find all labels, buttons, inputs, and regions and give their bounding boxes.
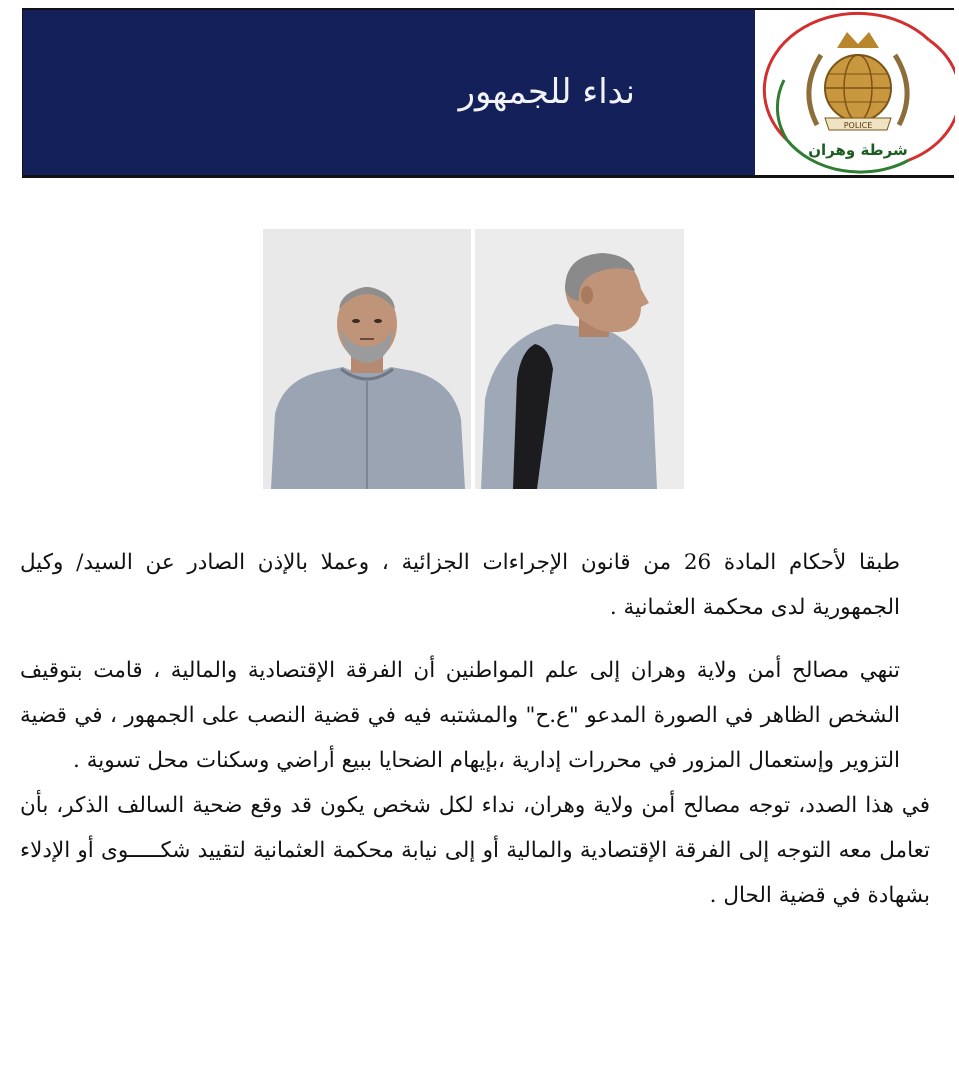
paragraph-legal-basis: طبقا لأحكام المادة 26 من قانون الإجراءات الجزائية ، وعملا بالإذن الصادر عن السيد/ وكيل الجمهورية لدى محكمة العثمانية .: [20, 550, 900, 620]
title-banner: [23, 10, 755, 175]
suspect-front-photo: [263, 229, 471, 489]
paragraph-arrest-notice: تنهي مصالح أمن ولاية وهران إلى علم المواطنين أن الفرقة الإقتصادية والمالية ، قامت بتوقيف الشخص الظاهر في الصورة المدعو "ع.ح" والمشتبه فيه في قضية النصب على الجمهور ، في قضية التزوير وإستعمال المزور في محررات إدارية ،بإيهام الضحايا ببيع أراضي وسكنات محل تسوية .: [20, 658, 900, 773]
suspect-profile-photo: [475, 229, 684, 489]
header: [22, 8, 954, 178]
announcement-body: [20, 540, 930, 918]
suspect-photos: [263, 229, 684, 489]
police-logo: [759, 10, 955, 175]
logo-caption: شرطة وهران: [808, 141, 908, 159]
logo-badge-text: POLICE: [843, 121, 873, 130]
page-title: نداء للجمهور: [458, 72, 635, 112]
paragraph-public-appeal: في هذا الصدد، توجه مصالح أمن ولاية وهران، نداء لكل شخص يكون قد وقع ضحية السالف الذكر، بأن تعامل معه التوجه إلى الفرقة الإقتصادية والمالية أو إلى نيابة محكمة العثمانية لتقييد شكـــــوى أو الإدلاء بشهادة في قضية الحال .: [20, 793, 930, 908]
police-emblem-icon: [759, 10, 955, 177]
